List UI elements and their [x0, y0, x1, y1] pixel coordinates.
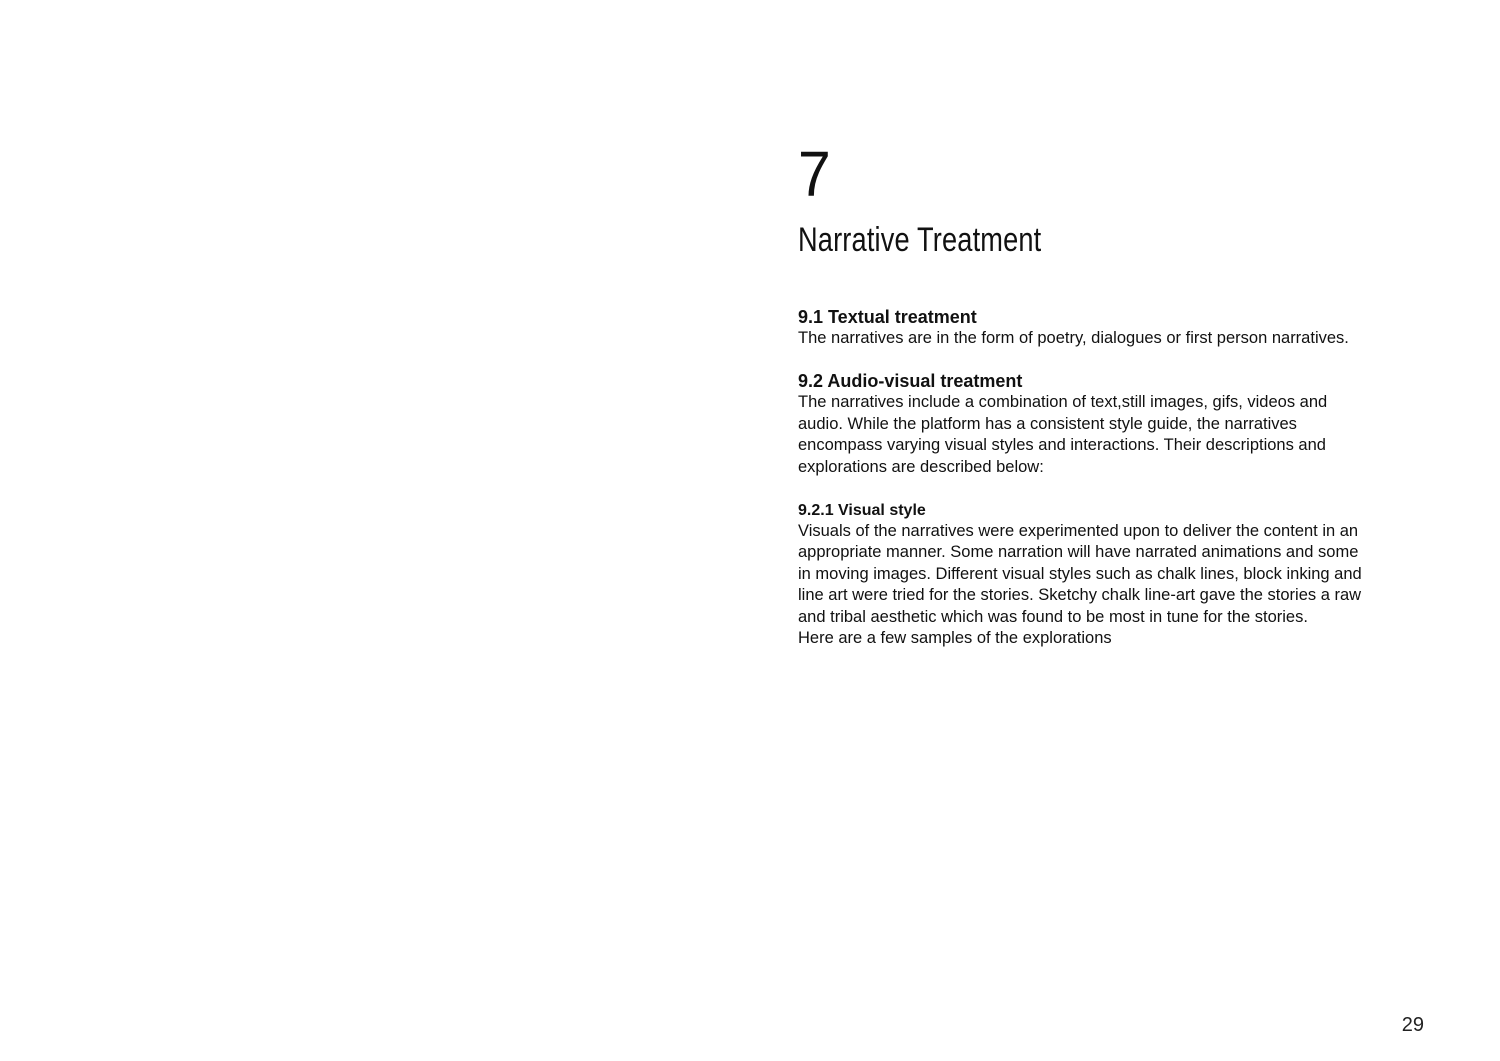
section-body: Visuals of the narratives were experimented upon to deliver the content in an appropriate manner. Some narration will have narrated animations and some in moving images. Different visual styles such as chalk lines, block inking and line art were tried for the stories. Sketchy chalk line-art gave the stories a raw and tribal aesthetic which was found to be most in tune for the stories. Here are a few samples of the explorations	[798, 522, 1362, 648]
section-textual-treatment	[798, 306, 1438, 349]
section-visual-style	[798, 500, 1438, 649]
chapter-title: Narrative Treatment	[798, 221, 1042, 259]
section-audio-visual-treatment	[798, 370, 1438, 478]
section-heading: 9.2 Audio-visual treatment	[798, 371, 1023, 392]
section-heading: 9.1 Textual treatment	[798, 307, 977, 327]
section-body: The narratives are in the form of poetry, dialogues or first person narratives.	[798, 329, 1349, 347]
page-number: 29	[1401, 1014, 1424, 1036]
page-content	[798, 140, 1438, 649]
chapter-number: 7	[798, 138, 831, 210]
section-body: The narratives include a combination of text,still images, gifs, videos and audio. While the platform has a consistent style guide, the narratives encompass varying visual styles and interactions. Their descriptions and explorations are described below:	[798, 393, 1328, 476]
subsection-heading: 9.2.1 Visual style	[798, 502, 926, 520]
